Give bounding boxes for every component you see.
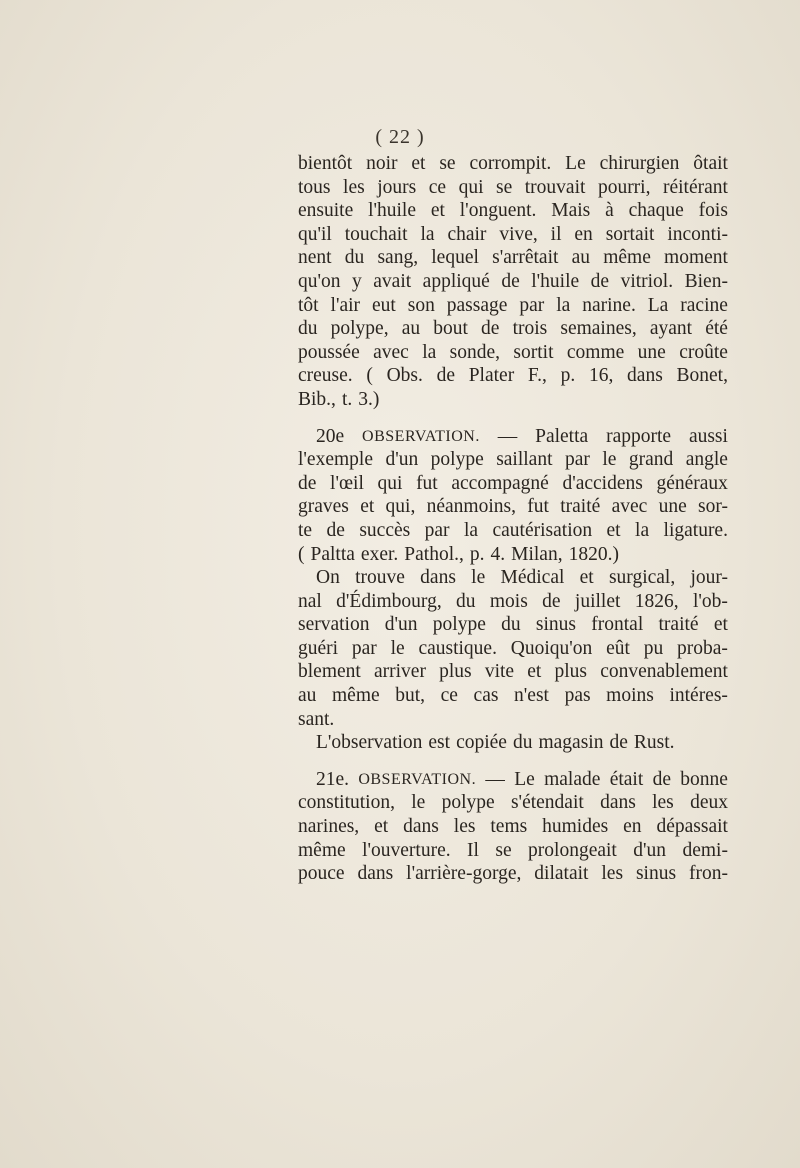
text-line: de l'œil qui fut accompagné d'accidens généraux <box>298 472 728 494</box>
text-line: sant. <box>298 708 335 730</box>
text-line: nal d'Édimbourg, du mois de juillet 1826, l'ob- <box>298 590 728 612</box>
text-line: ( Paltta exer. Pathol., p. 4. Milan, 1820.) <box>298 543 619 565</box>
text-line: creuse. ( Obs. de Plater F., p. 16, dans Bonet, <box>298 365 728 387</box>
text-line: tôt l'air eut son passage par la narine. La racine <box>298 294 728 316</box>
text-line: narines, et dans les tems humides en dépassait <box>298 816 728 838</box>
paragraph-gap <box>298 755 728 768</box>
text-line: qu'il touchait la chair vive, il en sortait inconti- <box>298 223 728 245</box>
text-line: 21e. OBSERVATION. — Le malade était de bonne <box>316 768 728 790</box>
text-line: nent du sang, lequel s'arrêtait au même moment <box>298 247 728 269</box>
paragraph-gap <box>298 412 728 425</box>
text-line: On trouve dans le Médical et surgical, jour- <box>316 567 728 589</box>
text-line: ensuite l'huile et l'onguent. Mais à chaque fois <box>298 200 728 222</box>
text-line: au même but, ce cas n'est pas moins intéres- <box>298 685 728 707</box>
text-line: tous les jours ce qui se trouvait pourri, réitérant <box>298 176 728 198</box>
text-line: L'observation est copiée du magasin de Rust. <box>316 732 675 754</box>
text-line: 20e OBSERVATION. — Paletta rapporte aussi <box>316 425 728 447</box>
body-text <box>298 152 728 886</box>
page-number: ( 22 ) <box>375 126 425 148</box>
text-line: qu'on y avait appliqué de l'huile de vitriol. Bien- <box>298 270 728 292</box>
text-line: l'exemple d'un polype saillant par le grand angle <box>298 449 728 471</box>
text-line: poussée avec la sonde, sortit comme une croûte <box>298 341 728 363</box>
text-line: te de succès par la cautérisation et la ligature. <box>298 519 728 541</box>
text-line: du polype, au bout de trois semaines, ayant été <box>298 318 728 340</box>
text-line: constitution, le polype s'étendait dans les deux <box>298 792 728 814</box>
text-line: guéri par le caustique. Quoiqu'on eût pu proba- <box>298 637 728 659</box>
text-line: Bib., t. 3.) <box>298 388 380 410</box>
text-line: même l'ouverture. Il se prolongeait d'un demi- <box>298 839 728 861</box>
text-line: graves et qui, néanmoins, fut traité avec une sor- <box>298 496 728 518</box>
text-line: pouce dans l'arrière-gorge, dilatait les sinus fron- <box>298 863 728 885</box>
text-line: servation d'un polype du sinus frontal traité et <box>298 614 728 636</box>
text-line: bientôt noir et se corrompit. Le chirurgien ôtait <box>298 153 728 174</box>
text-line: blement arriver plus vite et plus convenablement <box>298 661 728 683</box>
